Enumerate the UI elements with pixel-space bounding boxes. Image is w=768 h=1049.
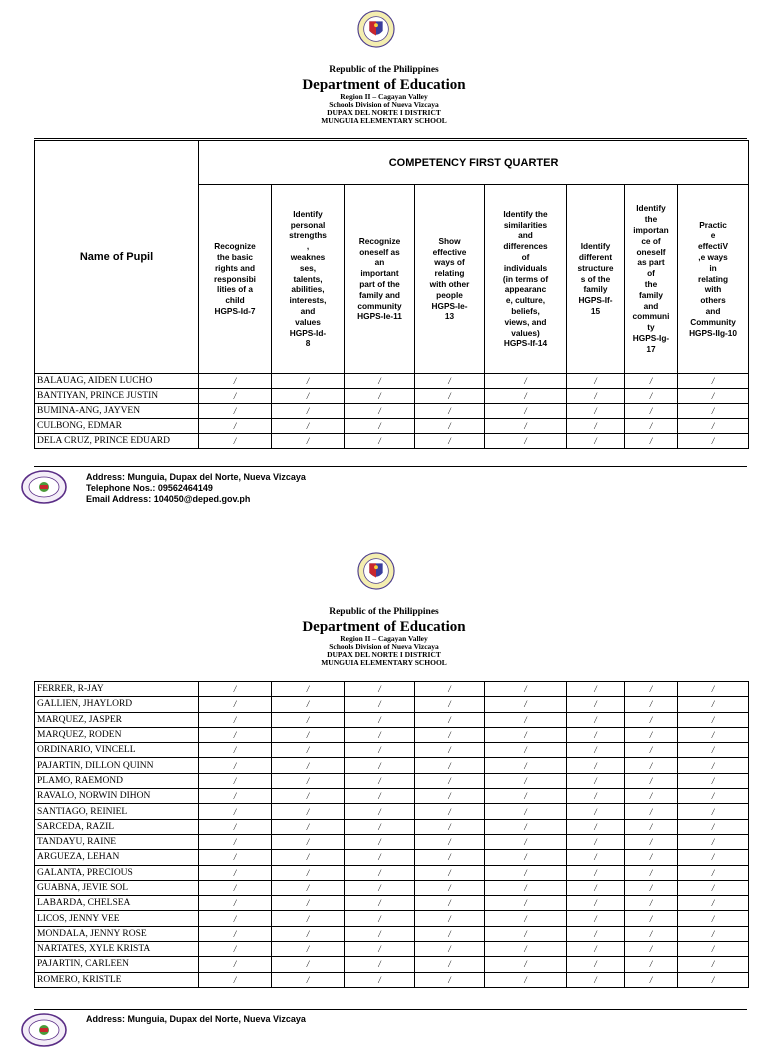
competency-mark: / <box>625 758 678 773</box>
competency-mark: / <box>345 743 415 758</box>
competency-mark: / <box>567 389 625 404</box>
table-row <box>35 957 749 972</box>
pupil-name: DELA CRUZ, PRINCE EDUARD <box>35 434 199 449</box>
competency-mark: / <box>199 743 272 758</box>
competency-mark: / <box>199 865 272 880</box>
competency-mark: / <box>272 374 345 389</box>
republic-label: Republic of the Philippines <box>329 607 439 617</box>
competency-mark: / <box>272 404 345 419</box>
competency-mark: / <box>345 896 415 911</box>
competency-mark: / <box>272 819 345 834</box>
competency-mark: / <box>567 743 625 758</box>
competency-mark: / <box>345 419 415 434</box>
table-row <box>35 773 749 788</box>
competency-mark: / <box>345 697 415 712</box>
competency-mark: / <box>415 419 485 434</box>
competency-mark: / <box>415 926 485 941</box>
competency-mark: / <box>485 911 567 926</box>
competency-mark: / <box>678 434 749 449</box>
competency-mark: / <box>678 712 749 727</box>
competency-mark: / <box>272 911 345 926</box>
competency-mark: / <box>345 434 415 449</box>
competency-mark: / <box>567 942 625 957</box>
table-row <box>35 374 749 389</box>
competency-mark: / <box>625 743 678 758</box>
competency-mark: / <box>272 712 345 727</box>
competency-quarter-header: COMPETENCY FIRST QUARTER <box>199 141 749 185</box>
competency-mark: / <box>567 880 625 895</box>
competency-mark: / <box>199 434 272 449</box>
competency-mark: / <box>272 850 345 865</box>
competency-mark: / <box>272 773 345 788</box>
competency-mark: / <box>567 434 625 449</box>
table-row <box>35 727 749 742</box>
competency-mark: / <box>625 789 678 804</box>
competency-mark: / <box>199 972 272 987</box>
pupil-name: BUMINA-ANG, JAYVEN <box>35 404 199 419</box>
table-row <box>35 434 749 449</box>
competency-mark: / <box>199 727 272 742</box>
competency-mark: / <box>678 804 749 819</box>
competency-mark: / <box>272 926 345 941</box>
competency-mark: / <box>272 389 345 404</box>
competency-mark: / <box>199 682 272 697</box>
pupil-name: BANTIYAN, PRINCE JUSTIN <box>35 389 199 404</box>
pupil-name: ARGUEZA, LEHAN <box>35 850 199 865</box>
division-label: Schools Division of Nueva Vizcaya <box>329 99 439 109</box>
competency-mark: / <box>625 896 678 911</box>
competency-mark: / <box>485 712 567 727</box>
competency-mark: / <box>485 697 567 712</box>
competency-mark: / <box>678 896 749 911</box>
competency-mark: / <box>678 697 749 712</box>
competency-mark: / <box>678 758 749 773</box>
competency-mark: / <box>345 834 415 849</box>
competency-mark: / <box>625 834 678 849</box>
competency-mark: / <box>567 804 625 819</box>
page2-header <box>200 608 568 667</box>
competency-mark: / <box>199 880 272 895</box>
pupil-name: GALLIEN, JHAYLORD <box>35 697 199 712</box>
competency-mark: / <box>485 434 567 449</box>
pupil-name: FERRER, R-JAY <box>35 682 199 697</box>
pupil-rows-page1 <box>35 374 749 449</box>
competency-mark: / <box>199 819 272 834</box>
competency-mark: / <box>415 819 485 834</box>
competency-mark: / <box>199 404 272 419</box>
table-row <box>35 789 749 804</box>
competency-mark: / <box>345 374 415 389</box>
table-row <box>35 880 749 895</box>
competency-mark: / <box>485 896 567 911</box>
pupil-rows-page2 <box>35 682 749 988</box>
department-title: Department of Education <box>302 76 466 93</box>
competency-mark: / <box>415 727 485 742</box>
competency-mark: / <box>625 727 678 742</box>
competency-mark: / <box>272 434 345 449</box>
competency-mark: / <box>678 374 749 389</box>
republic-label: Republic of the Philippines <box>329 65 439 75</box>
competency-mark: / <box>272 834 345 849</box>
table-row <box>35 804 749 819</box>
competency-mark: / <box>678 834 749 849</box>
pupil-name: PLAMO, RAEMOND <box>35 773 199 788</box>
district-label: DUPAX DEL NORTE I DISTRICT <box>327 107 441 117</box>
competency-mark: / <box>415 374 485 389</box>
competency-mark: / <box>345 942 415 957</box>
pupil-name: PAJARTIN, DILLON QUINN <box>35 758 199 773</box>
competency-mark: / <box>678 865 749 880</box>
competency-mark: / <box>272 942 345 957</box>
competency-mark: / <box>345 911 415 926</box>
competency-mark: / <box>272 804 345 819</box>
pupil-name: MARQUEZ, JASPER <box>35 712 199 727</box>
competency-mark: / <box>415 911 485 926</box>
competency-mark: / <box>625 942 678 957</box>
competency-mark: / <box>485 404 567 419</box>
competency-mark: / <box>199 419 272 434</box>
region-label: Region II – Cagayan Valley <box>340 633 428 643</box>
competency-mark: / <box>345 712 415 727</box>
competency-mark: / <box>415 896 485 911</box>
competency-mark: / <box>485 727 567 742</box>
competency-mark: / <box>678 419 749 434</box>
competency-mark: / <box>567 957 625 972</box>
competency-mark: / <box>415 404 485 419</box>
competency-mark: / <box>415 712 485 727</box>
competency-mark: / <box>625 389 678 404</box>
competency-mark: / <box>345 389 415 404</box>
pupil-name: SARCEDA, RAZIL <box>35 819 199 834</box>
competency-mark: / <box>485 880 567 895</box>
competency-mark: / <box>625 804 678 819</box>
school-contact-page1 <box>86 472 306 505</box>
competency-mark: / <box>415 942 485 957</box>
header-divider <box>34 138 747 139</box>
competency-mark: / <box>272 972 345 987</box>
competency-mark: / <box>625 819 678 834</box>
pupil-name: GALANTA, PRECIOUS <box>35 865 199 880</box>
pupil-name: PAJARTIN, CARLEEN <box>35 957 199 972</box>
competency-mark: / <box>625 911 678 926</box>
footer-divider <box>34 1009 747 1010</box>
competency-mark: / <box>272 697 345 712</box>
competency-mark: / <box>678 819 749 834</box>
pupil-name: NARTATES, XYLE KRISTA <box>35 942 199 957</box>
competency-mark: / <box>485 865 567 880</box>
table-row <box>35 850 749 865</box>
competency-mark: / <box>678 957 749 972</box>
competency-mark: / <box>415 758 485 773</box>
competency-mark: / <box>199 758 272 773</box>
competency-mark: / <box>678 850 749 865</box>
competency-mark: / <box>625 865 678 880</box>
competency-mark: / <box>485 758 567 773</box>
competency-mark: / <box>415 865 485 880</box>
competency-mark: / <box>345 972 415 987</box>
competency-header-2: Identify personal strengths , weaknes ses, talents, abilities, interests, and values HGPS-Id- 8 <box>272 185 345 374</box>
competency-mark: / <box>415 743 485 758</box>
competency-mark: / <box>625 697 678 712</box>
table-row <box>35 697 749 712</box>
competency-mark: / <box>678 682 749 697</box>
competency-mark: / <box>625 712 678 727</box>
table-row <box>35 972 749 987</box>
pupil-name: LABARDA, CHELSEA <box>35 896 199 911</box>
competency-mark: / <box>567 972 625 987</box>
competency-mark: / <box>625 972 678 987</box>
competency-mark: / <box>199 834 272 849</box>
pupil-name: MONDALA, JENNY ROSE <box>35 926 199 941</box>
competency-header-1: Recognize the basic rights and responsibi lities of a child HGPS-Id-7 <box>199 185 272 374</box>
competency-table-page2 <box>34 681 749 988</box>
pupil-name: TANDAYU, RAINE <box>35 834 199 849</box>
competency-mark: / <box>485 957 567 972</box>
competency-mark: / <box>199 374 272 389</box>
table-row <box>35 758 749 773</box>
competency-mark: / <box>625 926 678 941</box>
competency-mark: / <box>678 743 749 758</box>
competency-mark: / <box>345 404 415 419</box>
competency-mark: / <box>678 404 749 419</box>
competency-mark: / <box>567 926 625 941</box>
footer-divider <box>34 466 747 467</box>
competency-header-7: Identify the importan ce of oneself as part of the family and communi ty HGPS-Ig- 17 <box>625 185 678 374</box>
competency-mark: / <box>199 712 272 727</box>
table-row <box>35 926 749 941</box>
competency-mark: / <box>625 419 678 434</box>
table-row <box>35 911 749 926</box>
competency-mark: / <box>485 374 567 389</box>
pupil-name: GUABNA, JEVIE SOL <box>35 880 199 895</box>
pupil-name: BALAUAG, AIDEN LUCHO <box>35 374 199 389</box>
competency-mark: / <box>415 434 485 449</box>
competency-mark: / <box>199 911 272 926</box>
competency-mark: / <box>485 942 567 957</box>
competency-mark: / <box>345 957 415 972</box>
competency-mark: / <box>272 957 345 972</box>
competency-mark: / <box>199 942 272 957</box>
competency-mark: / <box>567 712 625 727</box>
competency-mark: / <box>415 972 485 987</box>
region-label: Region II – Cagayan Valley <box>340 91 428 101</box>
competency-mark: / <box>199 896 272 911</box>
competency-mark: / <box>345 727 415 742</box>
competency-mark: / <box>567 819 625 834</box>
competency-header-4: Show effective ways of relating with other people HGPS-Ie- 13 <box>415 185 485 374</box>
competency-mark: / <box>415 850 485 865</box>
competency-mark: / <box>567 682 625 697</box>
competency-mark: / <box>567 865 625 880</box>
competency-mark: / <box>272 789 345 804</box>
pupil-name: RAVALO, NORWIN DIHON <box>35 789 199 804</box>
competency-mark: / <box>678 880 749 895</box>
school-label: MUNGUIA ELEMENTARY SCHOOL <box>321 115 447 125</box>
competency-mark: / <box>272 682 345 697</box>
competency-mark: / <box>199 789 272 804</box>
competency-mark: / <box>625 850 678 865</box>
competency-mark: / <box>345 789 415 804</box>
competency-mark: / <box>485 743 567 758</box>
competency-mark: / <box>567 850 625 865</box>
table-row <box>35 896 749 911</box>
competency-mark: / <box>567 404 625 419</box>
competency-mark: / <box>485 850 567 865</box>
competency-mark: / <box>272 865 345 880</box>
competency-mark: / <box>567 697 625 712</box>
competency-mark: / <box>415 773 485 788</box>
name-of-pupil-header: Name of Pupil <box>35 141 199 374</box>
competency-mark: / <box>485 389 567 404</box>
address-text: Address: Munguia, Dupax del Norte, Nueva Vizcaya <box>86 472 306 482</box>
competency-mark: / <box>272 727 345 742</box>
page1-header <box>200 66 568 125</box>
competency-mark: / <box>345 773 415 788</box>
competency-mark: / <box>678 727 749 742</box>
table-row <box>35 682 749 697</box>
competency-mark: / <box>678 773 749 788</box>
competency-mark: / <box>199 697 272 712</box>
competency-mark: / <box>272 896 345 911</box>
competency-mark: / <box>625 682 678 697</box>
pupil-name: ORDINARIO, VINCELL <box>35 743 199 758</box>
deped-seal-icon <box>357 10 395 48</box>
competency-mark: / <box>678 926 749 941</box>
competency-mark: / <box>199 389 272 404</box>
competency-mark: / <box>485 834 567 849</box>
competency-header-8: Practic e effectiV ,e ways in relating with others and Community HGPS-IIg-10 <box>678 185 749 374</box>
competency-mark: / <box>485 804 567 819</box>
competency-mark: / <box>567 896 625 911</box>
competency-mark: / <box>485 773 567 788</box>
competency-mark: / <box>415 682 485 697</box>
competency-mark: / <box>625 880 678 895</box>
competency-mark: / <box>415 697 485 712</box>
table-row <box>35 419 749 434</box>
competency-mark: / <box>345 880 415 895</box>
telephone-text: Telephone Nos.: 09562464149 <box>86 483 213 493</box>
competency-mark: / <box>567 789 625 804</box>
competency-mark: / <box>345 850 415 865</box>
table-row <box>35 389 749 404</box>
table-row <box>35 819 749 834</box>
school-logo-icon <box>20 1011 68 1049</box>
competency-mark: / <box>567 834 625 849</box>
competency-mark: / <box>345 819 415 834</box>
competency-header-3: Recognize oneself as an important part of the family and community HGPS-Ie-11 <box>345 185 415 374</box>
competency-mark: / <box>678 911 749 926</box>
pupil-name: SANTIAGO, REINIEL <box>35 804 199 819</box>
table-row <box>35 834 749 849</box>
competency-mark: / <box>567 911 625 926</box>
table-row <box>35 942 749 957</box>
competency-mark: / <box>567 773 625 788</box>
competency-mark: / <box>415 834 485 849</box>
competency-mark: / <box>272 743 345 758</box>
table-row <box>35 743 749 758</box>
division-label: Schools Division of Nueva Vizcaya <box>329 641 439 651</box>
competency-mark: / <box>485 819 567 834</box>
competency-header-5: Identify the similarities and differences of individuals (in terms of appearanc e, culture, beliefs, views, and values) HGPS-If-14 <box>485 185 567 374</box>
pupil-name: LICOS, JENNY VEE <box>35 911 199 926</box>
competency-mark: / <box>345 758 415 773</box>
competency-mark: / <box>272 880 345 895</box>
competency-mark: / <box>199 773 272 788</box>
table-row <box>35 865 749 880</box>
competency-table-page1 <box>34 140 749 449</box>
competency-mark: / <box>678 972 749 987</box>
competency-mark: / <box>625 374 678 389</box>
competency-mark: / <box>199 850 272 865</box>
competency-mark: / <box>415 957 485 972</box>
competency-mark: / <box>272 758 345 773</box>
school-contact-page2 <box>86 1014 306 1025</box>
competency-mark: / <box>199 957 272 972</box>
competency-mark: / <box>199 804 272 819</box>
competency-mark: / <box>625 957 678 972</box>
competency-mark: / <box>415 804 485 819</box>
competency-mark: / <box>567 727 625 742</box>
competency-mark: / <box>485 419 567 434</box>
competency-mark: / <box>678 389 749 404</box>
competency-mark: / <box>485 682 567 697</box>
competency-mark: / <box>485 972 567 987</box>
competency-mark: / <box>625 773 678 788</box>
email-text: Email Address: 104050@deped.gov.ph <box>86 494 251 504</box>
district-label: DUPAX DEL NORTE I DISTRICT <box>327 649 441 659</box>
competency-mark: / <box>567 419 625 434</box>
competency-mark: / <box>485 789 567 804</box>
table-row <box>35 404 749 419</box>
department-title: Department of Education <box>302 618 466 635</box>
competency-mark: / <box>345 682 415 697</box>
school-logo-icon <box>20 468 68 506</box>
address-text: Address: Munguia, Dupax del Norte, Nueva Vizcaya <box>86 1014 306 1024</box>
competency-mark: / <box>678 789 749 804</box>
competency-header-6: Identify different structure s of the family HGPS-If- 15 <box>567 185 625 374</box>
school-label: MUNGUIA ELEMENTARY SCHOOL <box>321 657 447 667</box>
competency-mark: / <box>567 374 625 389</box>
table-row <box>35 712 749 727</box>
competency-mark: / <box>625 434 678 449</box>
competency-mark: / <box>625 404 678 419</box>
pupil-name: CULBONG, EDMAR <box>35 419 199 434</box>
competency-mark: / <box>345 926 415 941</box>
competency-mark: / <box>345 865 415 880</box>
competency-mark: / <box>485 926 567 941</box>
competency-mark: / <box>199 926 272 941</box>
deped-seal-icon <box>357 552 395 590</box>
competency-mark: / <box>272 419 345 434</box>
competency-mark: / <box>415 789 485 804</box>
competency-mark: / <box>415 389 485 404</box>
competency-mark: / <box>345 804 415 819</box>
pupil-name: ROMERO, KRISTLE <box>35 972 199 987</box>
competency-mark: / <box>567 758 625 773</box>
competency-mark: / <box>415 880 485 895</box>
competency-mark: / <box>678 942 749 957</box>
pupil-name: MARQUEZ, RODEN <box>35 727 199 742</box>
